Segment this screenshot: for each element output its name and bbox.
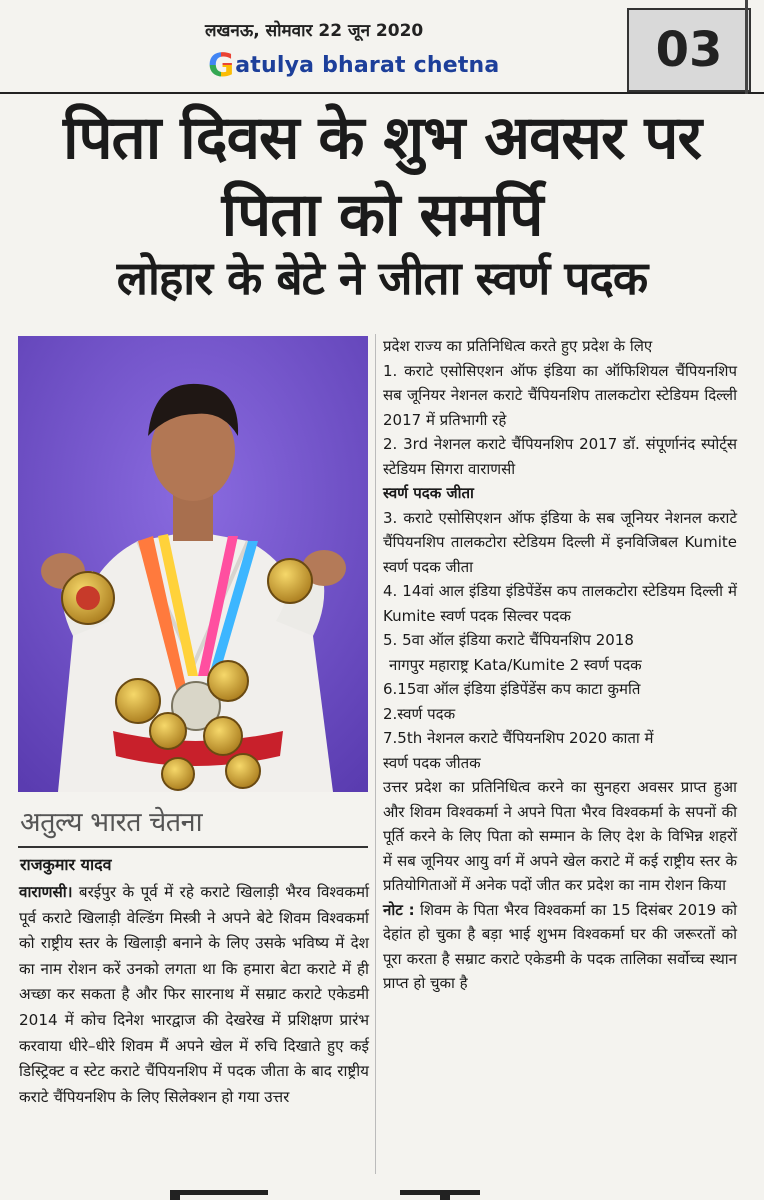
achievement-item-5-detail: नागपुर महाराष्ट्र Kata/Kumite 2 स्वर्ण पदक — [389, 655, 642, 674]
author-name: राजकुमार यादव — [20, 855, 112, 874]
headline-line-1: पिता दिवस के शुभ अवसर पर — [62, 103, 702, 173]
achievement-item-1: 1. कराटे एसोसिएशन ऑफ इंडिया का ऑफिशियल चैंपियनशिप सब जूनियर नेशनल कराटे चैंपियनशिप तालकटोरा स्टेडियम दिल्ली 2017 में प्रतिभागी रहे — [383, 361, 737, 429]
brand-g-letter: G — [208, 46, 235, 84]
intro-text: प्रदेश राज्य का प्रतिनिधित्व करते हुए प्रदेश के लिए — [383, 337, 653, 355]
achievement-item-7-detail: स्वर्ण पदक जीतक — [383, 753, 481, 772]
closing-paragraph: उत्तर प्रदेश का प्रतिनिधित्व करने का सुनहरा अवसर प्राप्त हुआ और शिवम विश्वकर्मा ने अपने पिता भैरव विश्वकर्मा के सपनों की पूर्ति करने के लिए पिता को सम्मान के लिए देश के विभिन्न शहरों में सब जूनियर आयु वर्ग में अपने खेल कराटे में कई राष्ट्रीय स्तर के प्रतियोगिताओं में अनेक पदों जीत कर प्रदेश का नाम रोशन किया — [383, 778, 737, 894]
achievement-item-7: 7.5th नेशनल कराटे चैंपियनशिप 2020 काता में — [383, 729, 654, 747]
brand-name: atulya bharat chetna — [235, 52, 500, 78]
achievement-item-6-detail: 2.स्वर्ण पदक — [383, 704, 456, 723]
achievement-item-2-result: स्वर्ण पदक जीता — [383, 484, 474, 502]
article-text-left: बरईपुर के पूर्व में रहे कराटे खिलाड़ी भैरव विश्वकर्मा पूर्व कराटे खिलाड़ी वेल्डिंग मिस्त्री ने अपने बेटे शिवम विश्वकर्मा को राष्ट्रीय स्तर के खिलाड़ी बनाने के लिए उसके भविष्य में देश का नाम रोशन करें उनको लगता था कि हमारा बेटा कराटे में ही अच्छा कर सकता है और फिर सारनाथ में सम्राट कराटे एकेडमी 2014 में कोच दिनेश भारद्वाज की देखरेख में प्रशिक्षण प्रारंभ करवाया धीरे–धीरे शिवम मैं अपने खेल में रुचि दिखाते हुए कई डिस्ट्रिक्ट व स्टेट कराटे चैंपियनशिप में पदक जीता के बाद राष्ट्रीय कराटे चैंपियनशिप के लिए सिलेक्शन हो गया उत्तर — [19, 883, 370, 1106]
header-edge-rule — [745, 0, 748, 94]
column-divider — [375, 334, 376, 1174]
athlete-with-medals-illustration — [18, 336, 368, 792]
athlete-photo — [18, 336, 368, 792]
headline-line-2: पिता को समर्पि — [221, 180, 543, 250]
note-label: नोट : — [383, 900, 415, 919]
page-number-box — [627, 8, 751, 92]
next-headline-fragment — [150, 1186, 550, 1200]
note-paragraph — [383, 898, 737, 996]
achievement-item-4: 4. 14वां आल इंडिया इंडिपेंडेंस कप तालकटोरा स्टेडियम दिल्ली में Kumite स्वर्ण पदक सिल्वर पदक — [383, 582, 737, 625]
note-text: शिवम के पिता भैरव विश्वकर्मा का 15 दिसंबर 2019 को देहांत हो चुका है बड़ा भाई शुभम विश्वकर्मा घर की जरूरतों को पूरा करता है सम्राट कराटे एकेडमी के पदक तालिका सर्वोच्च स्थान प्राप्त हो चुका है — [383, 900, 737, 992]
achievement-item-6: 6.15वा ऑल इंडिया इंडिपेंडेंस कप काटा कुमति — [383, 680, 641, 698]
place-name: वाराणसी। — [19, 883, 73, 901]
achievement-item-5: 5. 5वा ऑल इंडिया कराटे चैंपियनशिप 2018 — [383, 631, 634, 649]
article-column-right — [383, 334, 737, 996]
achievement-item-3: 3. कराटे एसोसिएशन ऑफ इंडिया के सब जूनियर नेशनल कराटे चैंपियनशिप तालकटोरा स्टेडियम दिल्ली में इनविजिबल Kumite स्वर्ण पदक जीता — [383, 508, 737, 576]
publication-name: अतुल्य भारत चेतना — [20, 807, 203, 838]
masthead — [0, 0, 764, 94]
dateline: लखनऊ, सोमवार 22 जून 2020 — [205, 21, 424, 41]
headline-line-3: लोहार के बेटे ने जीता स्वर्ण पदक — [116, 251, 648, 305]
brand-logo — [208, 48, 499, 82]
byline-divider — [18, 846, 368, 848]
article-column-left — [19, 880, 369, 1110]
page-number: 03 — [655, 22, 723, 78]
achievement-item-2: 2. 3rd नेशनल कराटे चैंपियनशिप 2017 डॉ. संपूर्णानंद स्पोर्ट्स स्टेडियम सिगरा वाराणसी — [383, 435, 737, 478]
